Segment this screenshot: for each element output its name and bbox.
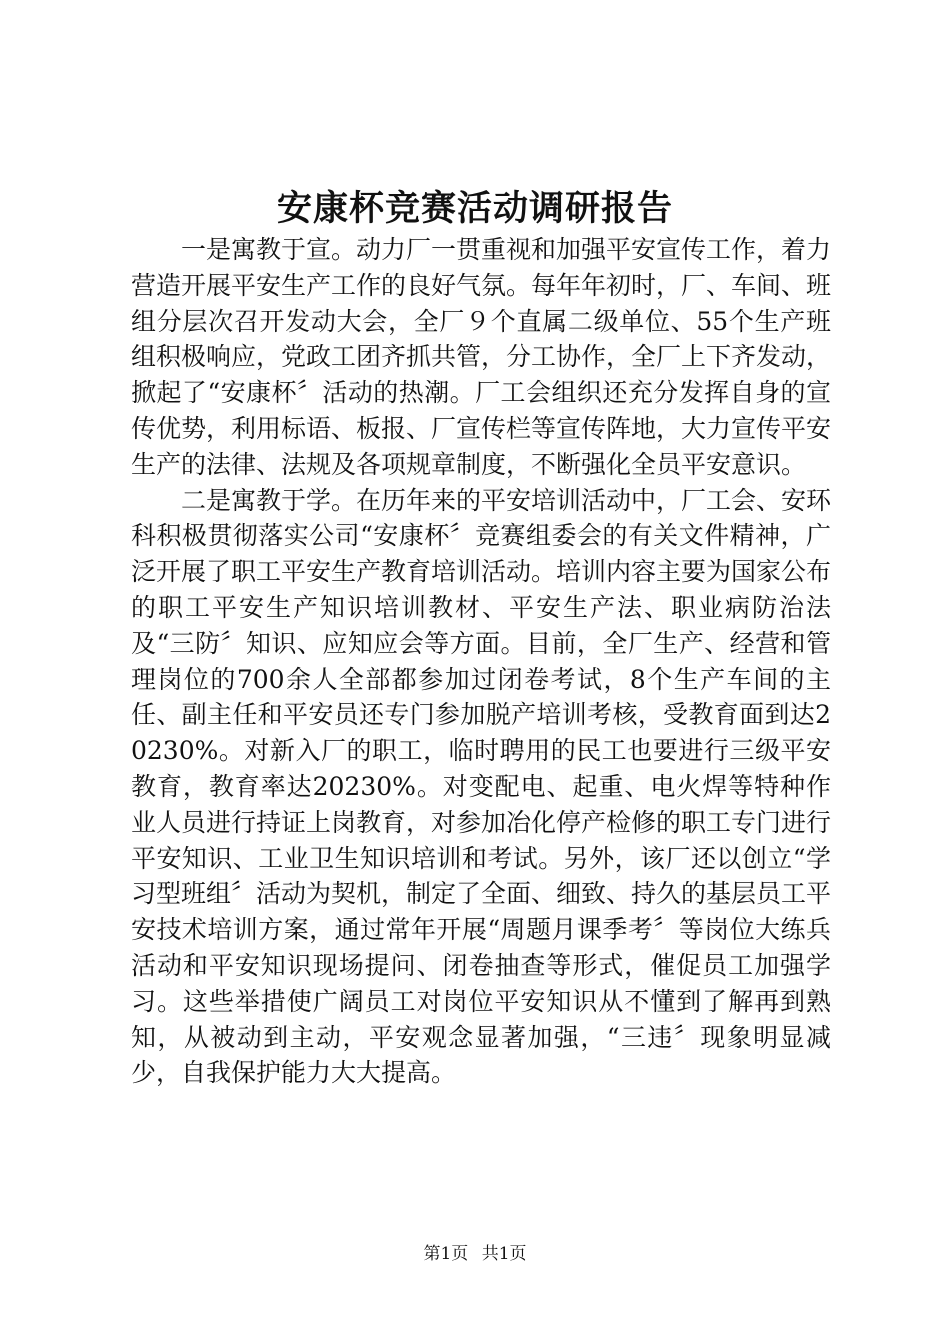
document-body [131, 232, 831, 1091]
document-title: 安康杯竞赛活动调研报告 [276, 188, 673, 229]
page-number: 第1页 [423, 1244, 469, 1264]
page-total: 共1页 [481, 1244, 527, 1264]
page-footer [0, 1242, 950, 1266]
paragraph-2: 二是寓教于学。在历年来的平安培训活动中，厂工会、安环科积极贯彻落实公司“安康杯〞竞赛组委会的有关文件精神，广泛开展了职工平安生产教育培训活动。培训内容主要为国家公布的职工平安生产知识培训教材、平安生产法、职业病防治法及“三防〞知识、应知应会等方面。目前，全厂生产、经营和管理岗位的700余人全部都参加过闭卷考试，8个生产车间的主任、副主任和平安员还专门参加脱产培训考核，受教育面到达20230%。对新入厂的职工，临时聘用的民工也要进行三级平安教育，教育率达20230%。对变配电、起重、电火焊等特种作业人员进行持证上岗教育，对参加冶化停产检修的职工专门进行平安知识、工业卫生知识培训和考试。另外，该厂还以创立“学习型班组〞活动为契机，制定了全面、细致、持久的基层员工平安技术培训方案，通过常年开展“周题月课季考〞等岗位大练兵活动和平安知识现场提问、闭卷抽查等形式，催促员工加强学习。这些举措使广阔员工对岗位平安知识从不懂到了解再到熟知，从被动到主动，平安观念显著加强，“三违〞现象明显减少，自我保护能力大大提高。 [131, 485, 832, 1088]
paragraph-1: 一是寓教于宣。动力厂一贯重视和加强平安宣传工作，着力营造开展平安生产工作的良好气氛。每年年初时，厂、车间、班组分层次召开发动大会，全厂９个直属二级单位、55个生产班组积极响应，党政工团齐抓共管，分工协作，全厂上下齐发动，掀起了“安康杯〞活动的热潮。厂工会组织还充分发挥自身的宣传优势，利用标语、板报、厂宣传栏等宣传阵地，大力宣传平安生产的法律、法规及各项规章制度，不断强化全员平安意识。 [131, 235, 832, 479]
